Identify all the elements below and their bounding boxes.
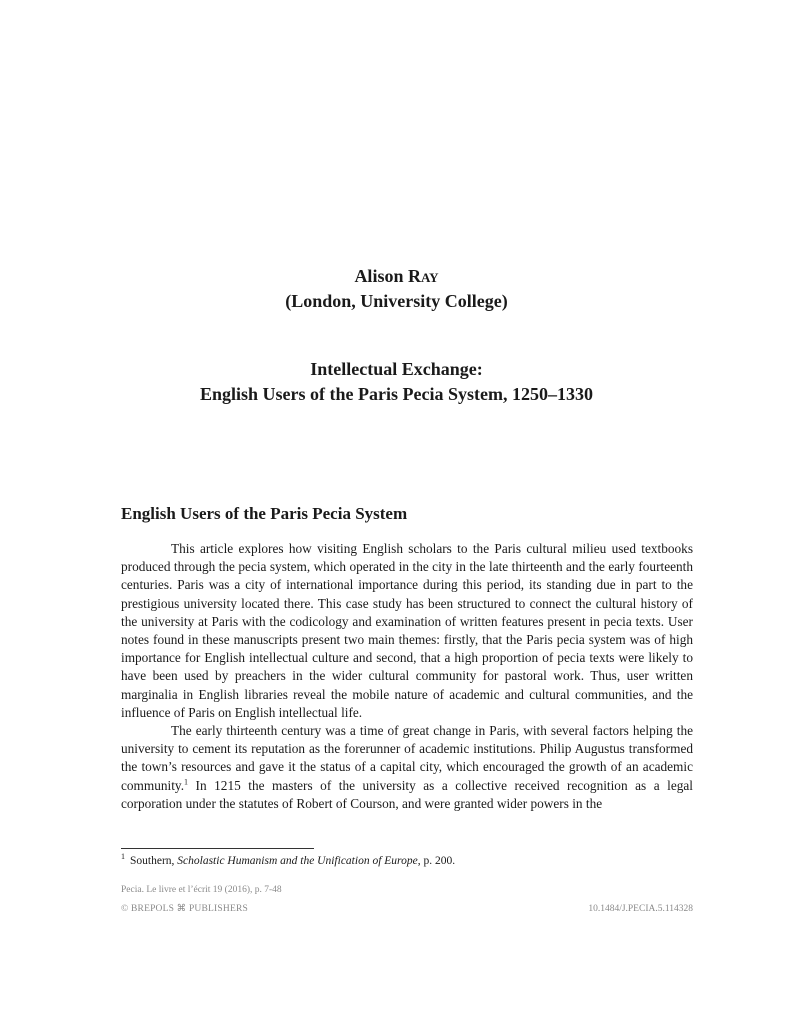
- footnote-author: Southern,: [130, 855, 178, 867]
- footnote-work-title: Scholastic Humanism and the Unification of Europe: [177, 855, 418, 867]
- article-title-line-1: Intellectual Exchange:: [310, 359, 483, 379]
- author-name: [0, 264, 793, 289]
- doi[interactable]: 10.1484/J.PECIA.5.114328: [588, 904, 693, 914]
- author-first-name: Alison: [354, 266, 404, 286]
- author-last-name: Ray: [407, 266, 439, 286]
- publisher-mark: © BREPOLS ⌘ PUBLISHERS: [121, 904, 248, 914]
- footnote-divider: [121, 848, 314, 849]
- paragraph-2-text-b: In 1215 the masters of the university as a collective received recognition as a legal corporation under the statutes of Robert of Courson, and were granted wider powers in the: [121, 777, 693, 811]
- author-affiliation: (London, University College): [285, 291, 508, 311]
- article-title-line-2: English Users of the Paris Pecia System, 1250–1330: [200, 384, 593, 404]
- section-heading: English Users of the Paris Pecia System: [121, 504, 408, 523]
- journal-citation: Pecia. Le livre et l’écrit 19 (2016), p. 7-48: [121, 885, 282, 895]
- paragraph-1: This article explores how visiting English scholars to the Paris cultural milieu used textbooks produced through the pecia system, which operated in the city in the late thirteenth and the early fourteenth centuries. Paris was a city of international importance during this period, its standing due in part to the prestigious university located there. This case study has been structured to connect the cultural history of the university at Paris with the codicology and examination of written features present in pecia texts. User notes found in these manuscripts present two main themes: firstly, that the Paris pecia system was of high importance for English intellectual culture and second, that a high proportion of pecia texts were likely to have been used by preachers in the wider cultural community for pastoral work. Thus, user written marginalia in English libraries reveal the mobile nature of academic and cultural communities, and the influence of Paris on English intellectual life.: [121, 541, 693, 720]
- footnote-page: , p. 200.: [417, 855, 456, 867]
- footnote-number: 1: [121, 852, 125, 862]
- footnote-reference[interactable]: 1: [184, 777, 189, 787]
- paragraph-2-text-a: The early thirteenth century was a time of great change in Paris, with several factors helping the university to cement its reputation as the forerunner of academic institutions. Philip Augustus transformed the town’s resources and gave it the status of a capital city, which encouraged the growth of an academic community.: [121, 723, 693, 793]
- paragraph-2: [121, 722, 693, 813]
- body-text: [121, 540, 693, 813]
- footnote-1: [121, 853, 693, 869]
